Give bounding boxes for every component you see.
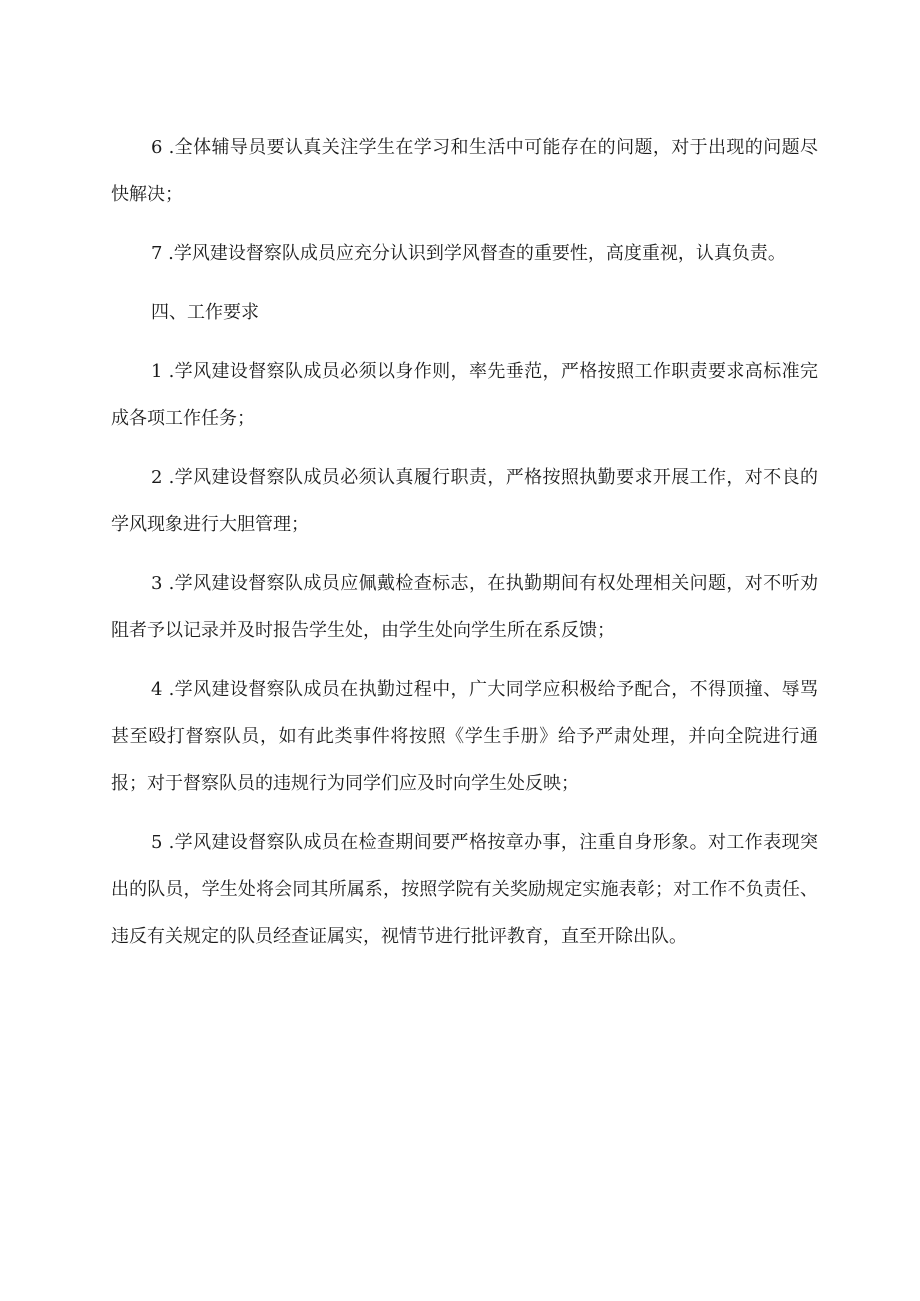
requirement-item-2: 2 .学风建设督察队成员必须认真履行职责，严格按照执勤要求开展工作，对不良的学风现象进行大胆管理； <box>111 467 818 535</box>
requirement-item-3: 3 .学风建设督察队成员应佩戴检查标志，在执勤期间有权处理相关问题，对不听劝阻者予以记录并及时报告学生处，由学生处向学生所在系反馈； <box>111 573 818 641</box>
paragraph-item-6: 6 .全体辅导员要认真关注学生在学习和生活中可能存在的问题，对于出现的问题尽快解决； <box>111 137 818 205</box>
paragraph-item-7: 7 .学风建设督察队成员应充分认识到学风督查的重要性，高度重视，认真负责。 <box>151 243 786 264</box>
document-body <box>111 124 818 972</box>
requirement-item-4: 4 .学风建设督察队成员在执勤过程中，广大同学应积极给予配合，不得顶撞、辱骂甚至殴打督察队员，如有此类事件将按照《学生手册》给予严肃处理，并向全院进行通报；对于督察队员的违规行为同学们应及时向学生处反映； <box>111 679 818 794</box>
section-heading: 四、工作要求 <box>151 302 259 323</box>
requirement-item-1: 1 .学风建设督察队成员必须以身作则，率先垂范，严格按照工作职责要求高标准完成各项工作任务； <box>111 361 818 429</box>
requirement-item-5: 5 .学风建设督察队成员在检查期间要严格按章办事，注重自身形象。对工作表现突出的队员，学生处将会同其所属系，按照学院有关奖励规定实施表彰；对工作不负责任、违反有关规定的队员经查证属实，视情节进行批评教育，直至开除出队。 <box>111 832 818 947</box>
